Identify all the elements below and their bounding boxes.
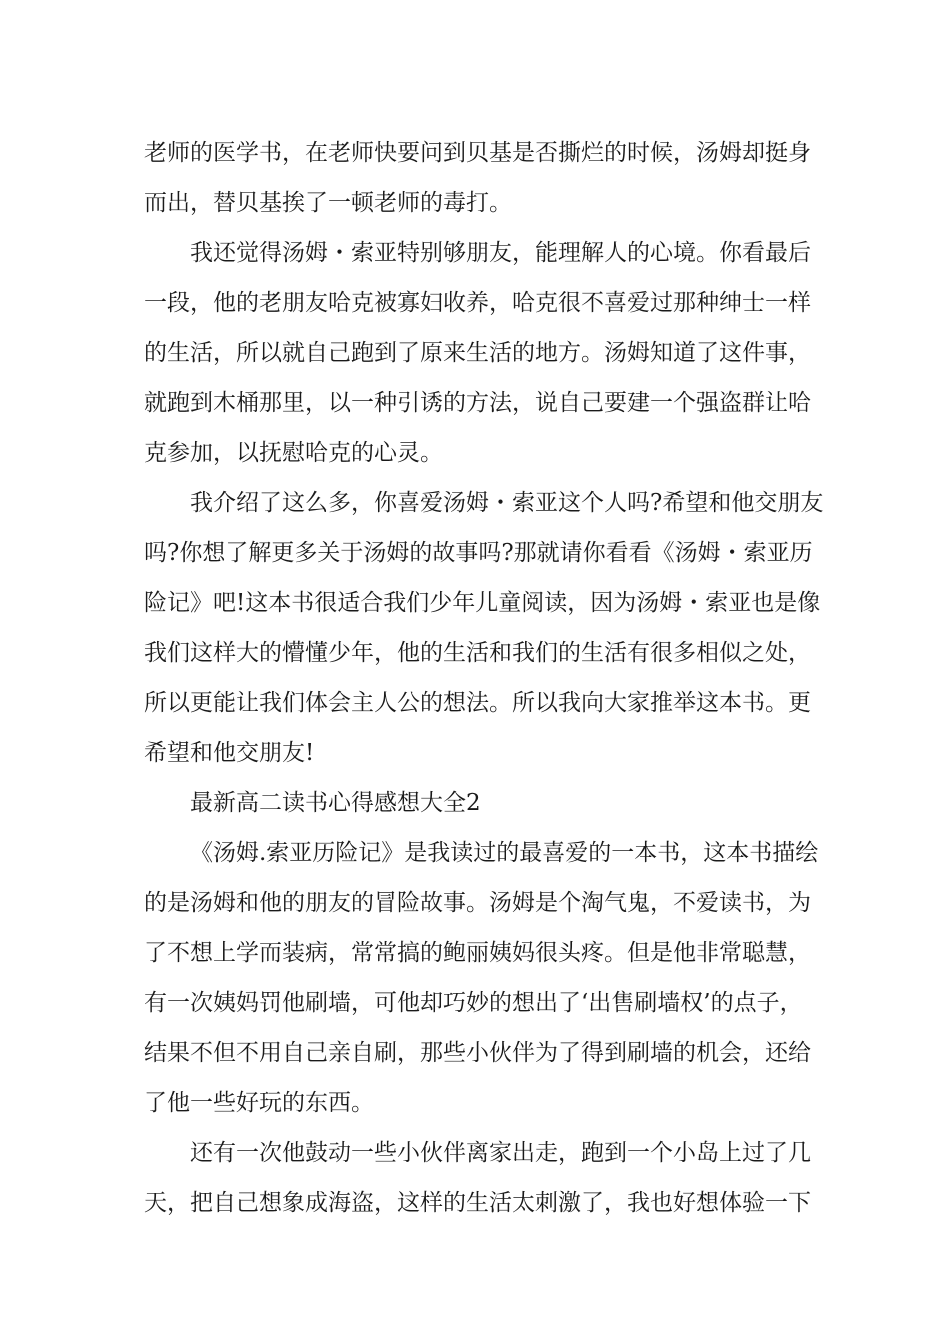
text-line: 一段，他的老朋友哈克被寡妇收养，哈克很不喜爱过那种绅士一样 (144, 290, 811, 316)
text-line: 希望和他交朋友! (144, 740, 315, 766)
paragraph-start-line: 我还觉得汤姆・索亚特别够朋友，能理解人的心境。你看最后 (190, 240, 811, 266)
body-text (144, 128, 824, 1228)
text-line: 险记》吧!这本书很适合我们少年儿童阅读，因为汤姆・索亚也是像 (144, 590, 821, 616)
text-line: 的生活，所以就自己跑到了原来生活的地方。汤姆知道了这件事， (144, 340, 811, 366)
text-line: 吗?你想了解更多关于汤姆的故事吗?那就请你看看《汤姆・索亚历 (144, 540, 813, 566)
text-line: 了不想上学而装病，常常搞的鲍丽姨妈很头疼。但是他非常聪慧， (144, 940, 811, 966)
text-line: 有一次姨妈罚他刷墙，可他却巧妙的想出了‘出售刷墙权’的点子， (144, 990, 803, 1016)
text-line: 就跑到木桶那里，以一种引诱的方法，说自己要建一个强盗群让哈 (144, 390, 811, 416)
text-line: 我们这样大的懵懂少年，他的生活和我们的生活有很多相似之处， (144, 640, 811, 666)
paragraph-start-line: 我介绍了这么多，你喜爱汤姆・索亚这个人吗?希望和他交朋友 (190, 490, 824, 516)
text-line: 了他一些好玩的东西。 (144, 1090, 374, 1116)
section-heading: 最新高二读书心得感想大全2 (190, 790, 481, 816)
paragraph-start-line: 《汤姆.索亚历险记》是我读过的最喜爱的一本书，这本书描绘 (190, 840, 819, 866)
text-line: 而出，替贝基挨了一顿老师的毒打。 (144, 190, 512, 216)
paragraph-start-line: 还有一次他鼓动一些小伙伴离家出走，跑到一个小岛上过了几 (190, 1140, 811, 1166)
text-line: 的是汤姆和他的朋友的冒险故事。汤姆是个淘气鬼，不爱读书，为 (144, 890, 811, 916)
text-line: 结果不但不用自己亲自刷，那些小伙伴为了得到刷墙的机会，还给 (144, 1040, 811, 1066)
text-line: 天，把自己想象成海盗，这样的生活太刺激了，我也好想体验一下 (144, 1190, 811, 1216)
text-line: 老师的医学书，在老师快要问到贝基是否撕烂的时候，汤姆却挺身 (144, 140, 811, 166)
text-line: 所以更能让我们体会主人公的想法。所以我向大家推举这本书。更 (144, 690, 811, 716)
text-line: 克参加，以抚慰哈克的心灵。 (144, 440, 443, 466)
